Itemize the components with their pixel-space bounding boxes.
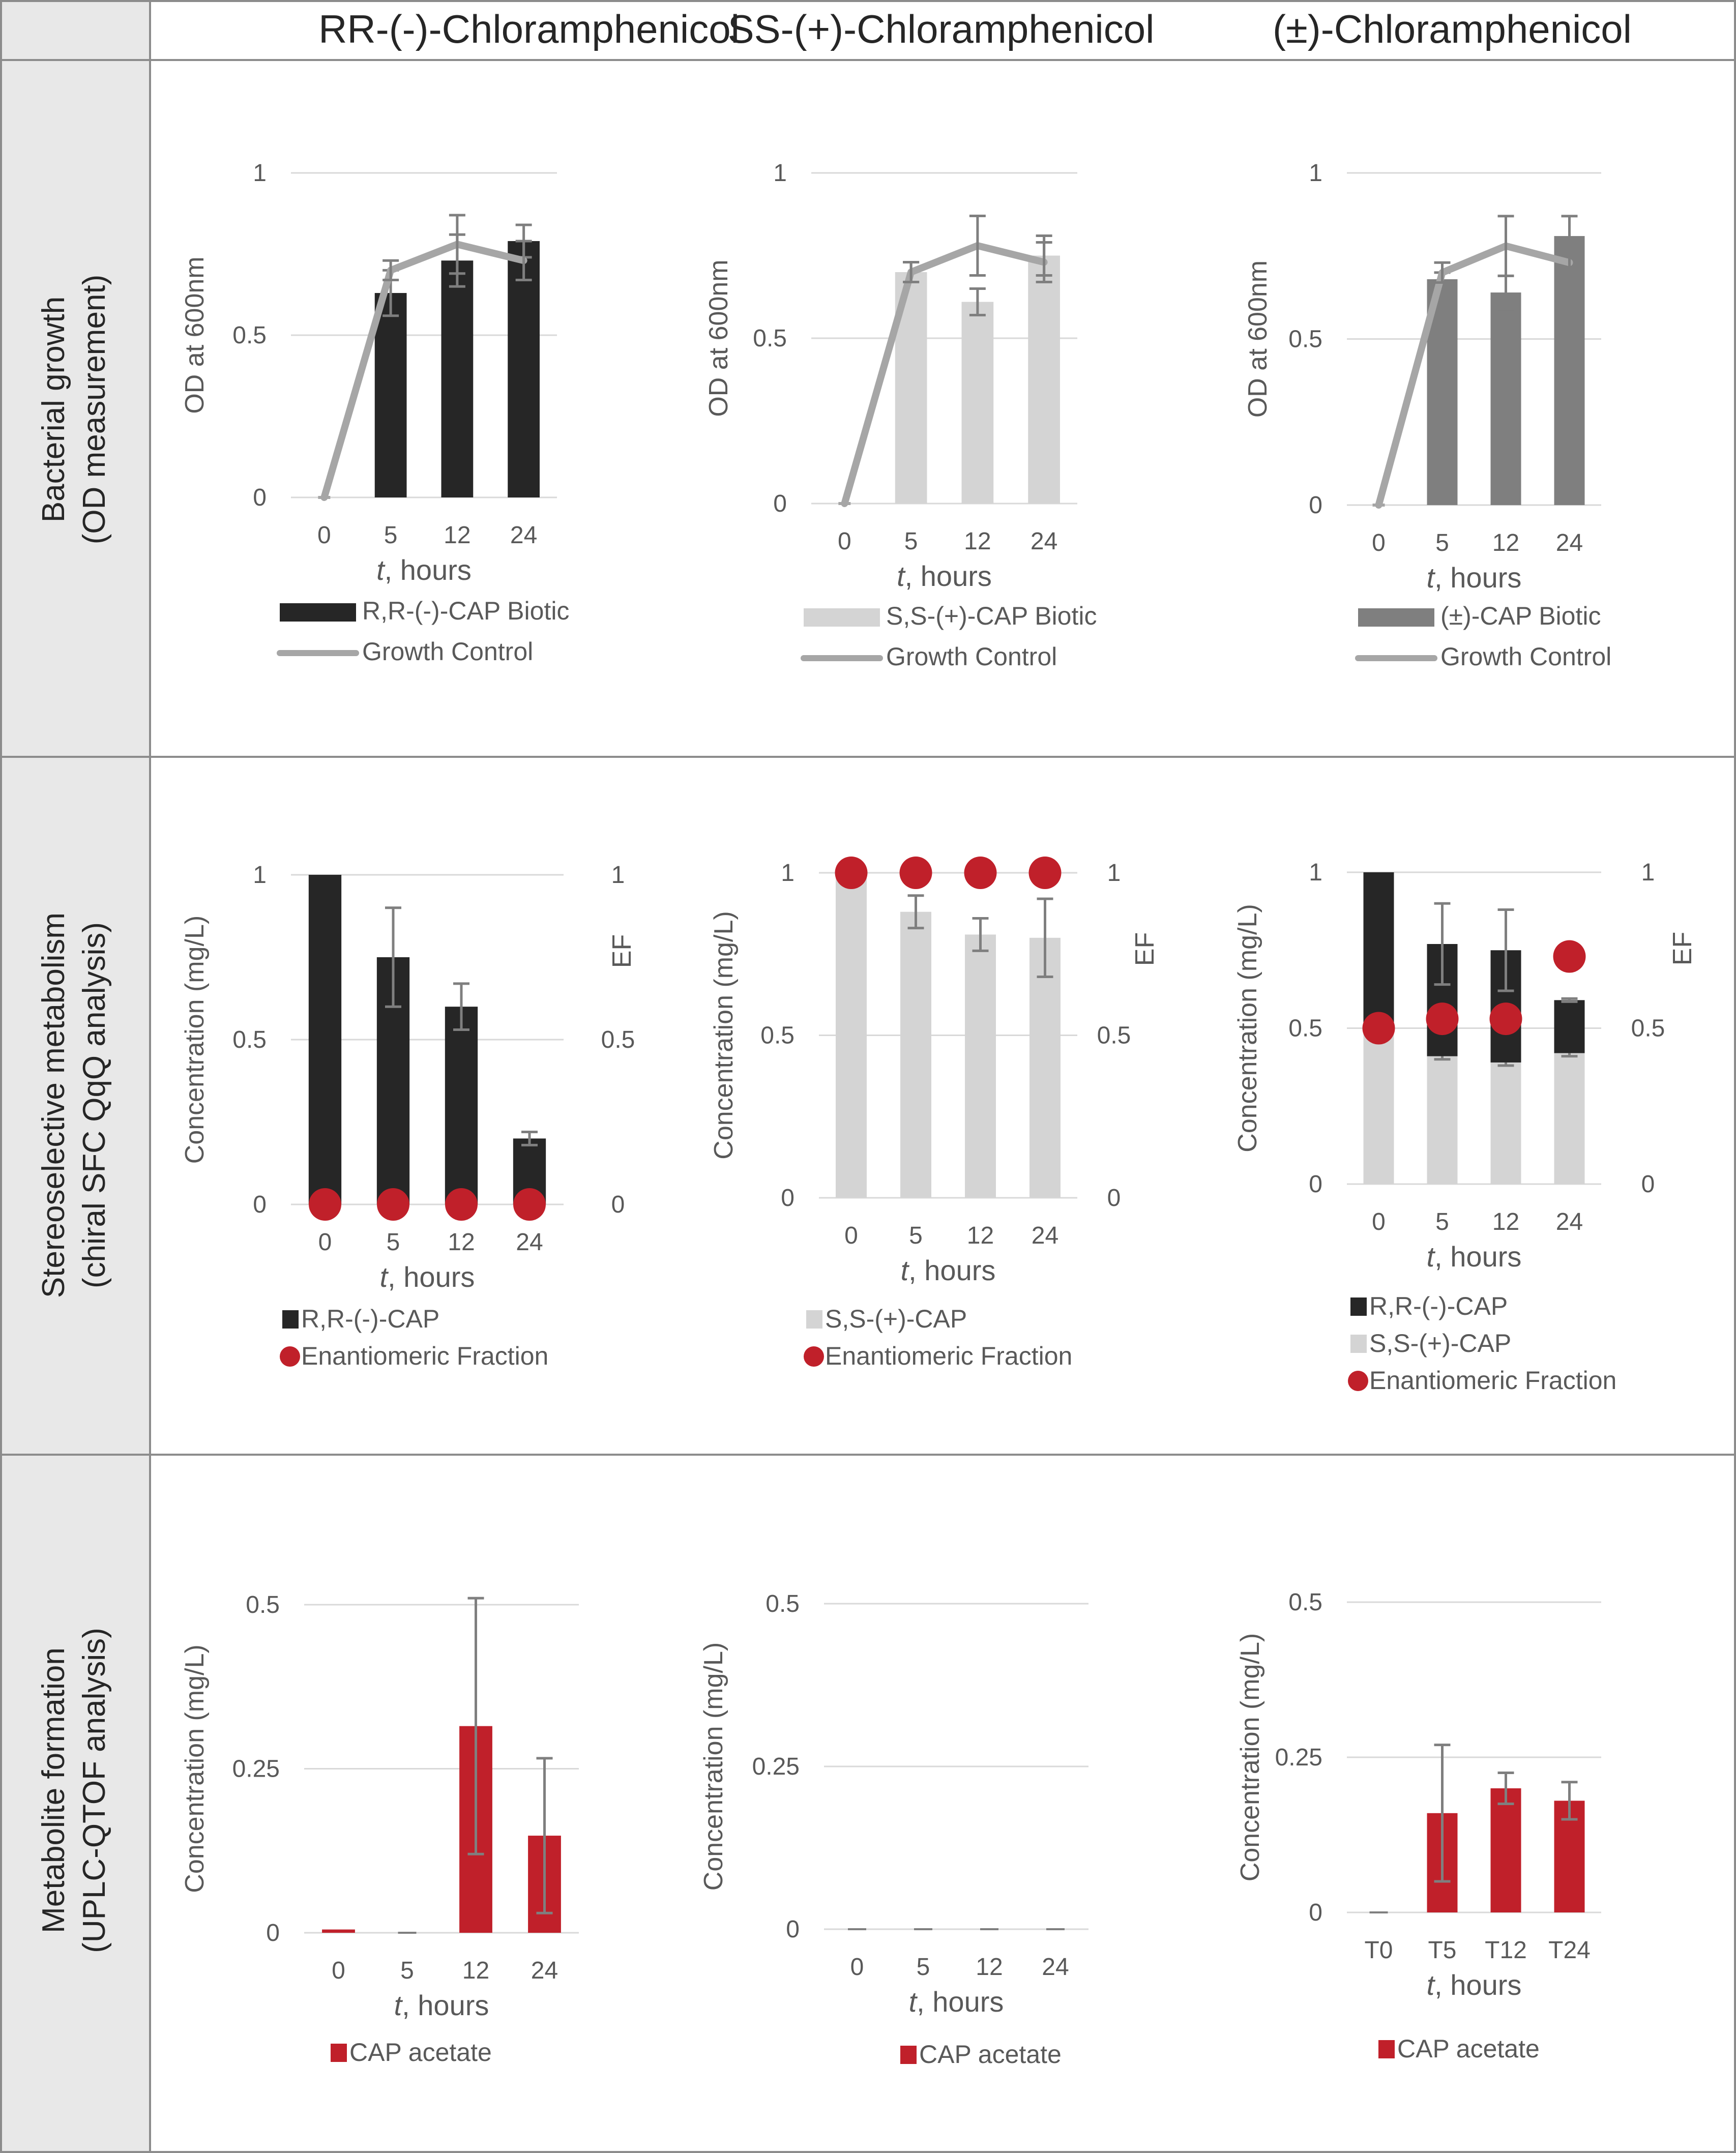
x-tick-label: 5 (1435, 1208, 1449, 1235)
y-axis-label: OD at 600nm (180, 256, 210, 414)
ef-point (1553, 940, 1586, 973)
y-axis-label: OD at 600nm (1243, 260, 1273, 418)
y-tick-label: 0.5 (232, 322, 267, 349)
y-tick-label: 0.5 (232, 1026, 267, 1053)
row-header-metabolite-line1: Metabolite formation (36, 1647, 71, 1933)
row-header-metabolite-line2: (UPLC-QTOF analysis) (77, 1628, 112, 1953)
y-tick-label: 0 (1309, 492, 1322, 519)
bar-segment (1364, 1028, 1394, 1185)
x-tick-label: 5 (1435, 529, 1449, 556)
bar-segment (1491, 1063, 1521, 1184)
y-tick-label: 1 (781, 860, 795, 887)
y2-tick-label: 0 (611, 1191, 625, 1218)
bar (375, 293, 407, 497)
column-header-rr: RR-(-)-Chloramphenicol (318, 7, 740, 51)
legend-bars-swatch (331, 2044, 347, 2062)
bar-segment (445, 1007, 478, 1204)
row-header-growth-line2: (OD measurement) (77, 274, 112, 545)
y2-axis-label: EF (1668, 931, 1697, 966)
x-tick-label: 24 (1555, 529, 1583, 556)
y-tick-label: 0 (786, 1916, 800, 1943)
ef-point (1363, 1012, 1395, 1045)
y-tick-label: 0.5 (1288, 1589, 1322, 1616)
y2-tick-label: 0.5 (1631, 1015, 1665, 1042)
legend-bars-label: CAP acetate (919, 2040, 1062, 2069)
y-axis-label: Concentration (mg/L) (699, 1642, 728, 1891)
y-tick-label: 0.25 (1275, 1744, 1322, 1771)
x-axis-label: t, hours (897, 560, 992, 592)
bar (1028, 256, 1060, 504)
growth-control-line (1379, 246, 1570, 505)
bar-segment (1427, 1056, 1458, 1184)
x-axis-label: t, hours (1426, 1969, 1522, 2001)
legend-line-label: Growth Control (362, 637, 534, 666)
growth-control-line (324, 244, 523, 497)
x-tick-label: 12 (976, 1954, 1003, 1981)
y-tick-label: 1 (1309, 160, 1322, 187)
ef-point (835, 857, 868, 889)
x-tick-label: 12 (964, 528, 991, 555)
legend-stack-label: R,R-(-)-CAP (1369, 1292, 1508, 1320)
x-tick-label: 0 (317, 522, 331, 549)
legend-bars-label: CAP acetate (349, 2038, 492, 2067)
charts-layer (180, 160, 1697, 2069)
y-tick-label: 1 (773, 160, 787, 187)
y-tick-label: 0.5 (760, 1022, 795, 1049)
chart-growth-rac (1243, 160, 1611, 671)
x-tick-label: 12 (1492, 1208, 1520, 1235)
y-tick-label: 0 (773, 490, 787, 517)
x-axis-label: t, hours (1426, 562, 1522, 594)
x-tick-label: 5 (400, 1957, 414, 1984)
legend-bars-swatch (804, 608, 880, 627)
bar (441, 260, 473, 497)
bar-segment (309, 875, 341, 1204)
legend-bars-swatch (900, 2046, 917, 2064)
bar-segment (836, 873, 867, 1198)
ef-point (445, 1188, 478, 1221)
y-tick-label: 1 (253, 160, 267, 187)
ef-point (513, 1188, 546, 1221)
ef-point (1490, 1002, 1522, 1035)
y-tick-label: 0.5 (246, 1591, 280, 1618)
x-tick-label: 24 (531, 1957, 558, 1984)
y-tick-label: 0 (253, 484, 267, 511)
x-tick-label: 0 (838, 528, 851, 555)
row-header-metabolism-line2: (chiral SFC QqQ analysis) (77, 922, 112, 1289)
x-tick-label: T5 (1428, 1937, 1457, 1964)
x-tick-label: 12 (448, 1229, 475, 1256)
x-axis-label: t, hours (379, 1261, 475, 1293)
x-tick-label: 5 (909, 1222, 923, 1249)
x-tick-label: 24 (1031, 1222, 1059, 1249)
legend-stack-label: S,S-(+)-CAP (825, 1305, 967, 1333)
x-tick-label: 0 (318, 1229, 332, 1256)
legend-ef-swatch (804, 1346, 824, 1367)
y2-tick-label: 0 (1107, 1185, 1121, 1212)
x-tick-label: 0 (1372, 1208, 1386, 1235)
corner-cell (0, 0, 150, 60)
legend-bars-swatch (1358, 608, 1434, 627)
bar-segment (1554, 1000, 1585, 1053)
x-tick-label: T12 (1485, 1937, 1527, 1964)
y-axis-label: Concentration (mg/L) (1235, 1633, 1265, 1882)
legend-stack-swatch (282, 1310, 299, 1329)
legend-ef-swatch (1348, 1371, 1368, 1391)
chart-acetate-rac (1235, 1589, 1601, 2063)
legend-stack-label: S,S-(+)-CAP (1369, 1329, 1512, 1358)
x-tick-label: 5 (916, 1954, 930, 1981)
chart-acetate-rr (180, 1591, 579, 2067)
y-tick-label: 0 (253, 1191, 267, 1218)
x-tick-label: 12 (462, 1957, 490, 1984)
ef-point (377, 1188, 409, 1221)
legend-line-label: Growth Control (886, 642, 1057, 671)
y-axis-label: OD at 600nm (704, 259, 733, 417)
bar-segment (900, 912, 931, 1198)
bar (1491, 1788, 1521, 1912)
x-tick-label: 5 (386, 1229, 400, 1256)
y-tick-label: 0 (781, 1185, 795, 1212)
legend-ef-label: Enantiomeric Fraction (301, 1342, 549, 1370)
x-tick-label: 24 (1555, 1208, 1583, 1235)
row-header-growth-line1: Bacterial growth (36, 296, 71, 523)
y-axis-label: Concentration (mg/L) (709, 911, 739, 1160)
y-axis-label: Concentration (mg/L) (1233, 904, 1262, 1153)
x-axis-label: t, hours (394, 1989, 489, 2021)
y2-axis-label: EF (607, 934, 637, 968)
legend-bars-label: (±)-CAP Biotic (1440, 602, 1601, 630)
legend-bars-swatch (280, 603, 356, 622)
x-tick-label: 0 (844, 1222, 858, 1249)
y2-tick-label: 0.5 (1097, 1022, 1131, 1049)
x-axis-label: t, hours (900, 1254, 996, 1286)
legend-ef-label: Enantiomeric Fraction (1369, 1366, 1617, 1395)
legend-bars-label: R,R-(-)-CAP Biotic (362, 597, 570, 625)
y-tick-label: 0 (1309, 1171, 1322, 1198)
x-tick-label: 24 (1030, 528, 1058, 555)
ef-point (1426, 1002, 1459, 1035)
bar-segment (1364, 872, 1394, 1028)
ef-point (309, 1188, 341, 1221)
x-tick-label: 0 (1372, 529, 1386, 556)
y-tick-label: 1 (1309, 859, 1322, 886)
column-header-rac: (±)-Chloramphenicol (1272, 7, 1632, 51)
x-axis-label: t, hours (908, 1986, 1004, 2018)
x-axis-label: t, hours (1426, 1241, 1522, 1273)
ef-point (900, 857, 932, 889)
x-tick-label: 24 (516, 1229, 543, 1256)
y-tick-label: 0.5 (1288, 1015, 1322, 1042)
legend-stack-swatch (1350, 1297, 1367, 1316)
y2-tick-label: 1 (1641, 859, 1655, 886)
chart-metab-rr (180, 862, 637, 1370)
bar (961, 302, 993, 504)
y2-tick-label: 0.5 (601, 1026, 635, 1053)
bar-segment (965, 934, 996, 1198)
legend-ef-label: Enantiomeric Fraction (825, 1342, 1073, 1370)
x-tick-label: T0 (1364, 1937, 1393, 1964)
x-axis-label: t, hours (376, 554, 472, 586)
x-tick-label: 5 (904, 528, 918, 555)
y2-tick-label: 1 (1107, 860, 1121, 887)
y-tick-label: 0.25 (752, 1753, 800, 1780)
bar (322, 1930, 355, 1933)
y-tick-label: 0.5 (1288, 326, 1322, 353)
x-tick-label: 0 (332, 1957, 345, 1984)
legend-bars-label: S,S-(+)-CAP Biotic (886, 602, 1097, 630)
y-tick-label: 1 (253, 862, 267, 889)
legend-bars-label: CAP acetate (1397, 2034, 1540, 2063)
chart-growth-rr (180, 160, 569, 666)
chart-growth-ss (704, 160, 1097, 671)
growth-control-line (844, 246, 1044, 504)
legend-bars-swatch (1378, 2040, 1395, 2058)
y2-tick-label: 0 (1641, 1171, 1655, 1198)
y-tick-label: 0 (1309, 1899, 1322, 1926)
bar (1491, 292, 1521, 505)
y-tick-label: 0.5 (753, 325, 787, 352)
y-axis-label: Concentration (mg/L) (180, 915, 210, 1164)
x-tick-label: 5 (384, 522, 398, 549)
ef-point (964, 857, 997, 889)
legend-stack-swatch (1350, 1335, 1367, 1353)
ef-point (1029, 857, 1062, 889)
legend-stack-label: R,R-(-)-CAP (301, 1305, 440, 1333)
y2-axis-label: EF (1130, 932, 1160, 966)
x-tick-label: T24 (1548, 1937, 1591, 1964)
column-header-ss: SS-(+)-Chloramphenicol (727, 7, 1155, 51)
y-axis-label: Concentration (mg/L) (180, 1644, 210, 1893)
chart-acetate-ss (699, 1590, 1088, 2069)
y-tick-label: 0.5 (766, 1590, 800, 1617)
row-header-band (0, 0, 150, 2153)
legend-line-label: Growth Control (1440, 642, 1612, 671)
legend-ef-swatch (280, 1346, 300, 1367)
y-tick-label: 0 (266, 1920, 280, 1946)
x-tick-label: 12 (1492, 529, 1520, 556)
x-tick-label: 24 (510, 522, 538, 549)
y2-tick-label: 1 (611, 862, 625, 889)
row-header-metabolism-line1: Stereoselective metabolism (36, 912, 71, 1299)
bar-segment (1554, 1053, 1585, 1184)
x-tick-label: 12 (966, 1222, 994, 1249)
x-tick-label: 24 (1042, 1954, 1069, 1981)
legend-stack-swatch (806, 1310, 822, 1329)
x-tick-label: 12 (444, 522, 471, 549)
x-tick-label: 0 (850, 1954, 864, 1981)
y-tick-label: 0.25 (232, 1755, 280, 1783)
chart-metab-rac (1233, 859, 1697, 1395)
chart-metab-ss (709, 857, 1160, 1370)
